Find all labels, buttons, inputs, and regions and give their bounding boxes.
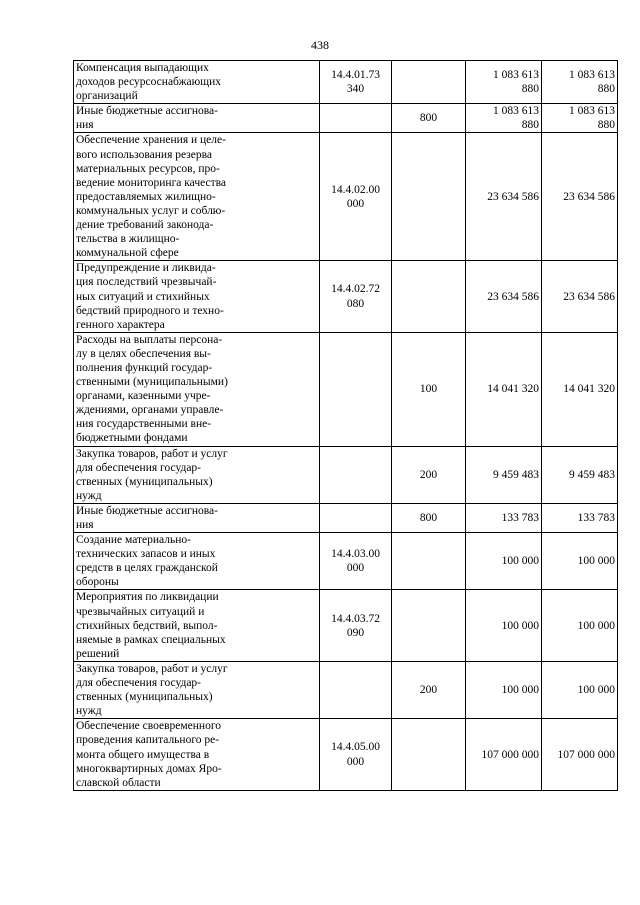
expense-type-cell [392,133,466,261]
target-article-code-cell [320,661,392,718]
amount-cell: 107 000 000 [542,719,618,790]
table-row [74,719,618,790]
table-row [74,590,618,661]
expense-type-cell: 200 [392,661,466,718]
amount-cell: 9 459 483 [466,446,542,503]
amount-cell: 23 634 586 [466,133,542,261]
amount-cell: 133 783 [542,503,618,532]
expense-type-cell: 200 [392,446,466,503]
amount-cell: 100 000 [466,533,542,590]
table-row [74,533,618,590]
expense-name-cell: Иные бюджетные ассигнова- ния [74,104,320,133]
expense-name-cell: Обеспечение своевременного проведения капитального ре- монта общего имущества в многоквартирных домах Яро- славской области [74,719,320,790]
amount-cell: 23 634 586 [542,133,618,261]
expense-name-cell: Иные бюджетные ассигнова- ния [74,503,320,532]
target-article-code-cell: 14.4.03.00 000 [320,533,392,590]
amount-cell: 14 041 320 [542,332,618,446]
amount-cell: 14 041 320 [466,332,542,446]
amount-cell: 23 634 586 [542,261,618,332]
target-article-code-cell [320,104,392,133]
target-article-code-cell [320,503,392,532]
expense-type-cell [392,61,466,104]
expense-type-cell [392,719,466,790]
expense-name-cell: Обеспечение хранения и целе- вого использования резерва материальных ресурсов, про- ведение мониторинга качества предоставляемых жилищно- коммунальных услуг и соблю- дение требований законода- тельства в жилищно- коммунальной сфере [74,133,320,261]
amount-cell: 100 000 [466,590,542,661]
expense-type-cell [392,590,466,661]
table-row [74,61,618,104]
table-row [74,446,618,503]
table-row [74,104,618,133]
target-article-code-cell: 14.4.02.00 000 [320,133,392,261]
expense-name-cell: Предупреждение и ликвида- ция последствий чрезвычай- ных ситуаций и стихийных бедствий природного и техно- генного характера [74,261,320,332]
expense-type-cell: 100 [392,332,466,446]
expense-name-cell: Создание материально- технических запасов и иных средств в целях гражданской обороны [74,533,320,590]
target-article-code-cell [320,446,392,503]
table-row [74,133,618,261]
table-row [74,261,618,332]
amount-cell: 1 083 613 880 [542,61,618,104]
target-article-code-cell: 14.4.02.72 080 [320,261,392,332]
amount-cell: 1 083 613 880 [466,61,542,104]
expense-type-cell [392,261,466,332]
amount-cell: 9 459 483 [542,446,618,503]
table-row [74,503,618,532]
expense-type-cell: 800 [392,503,466,532]
expense-name-cell: Мероприятия по ликвидации чрезвычайных ситуаций и стихийных бедствий, выпол- няемые в рамках специальных решений [74,590,320,661]
target-article-code-cell: 14.4.05.00 000 [320,719,392,790]
expense-type-cell: 800 [392,104,466,133]
amount-cell: 23 634 586 [466,261,542,332]
expense-name-cell: Закупка товаров, работ и услуг для обеспечения государ- ственных (муниципальных) нужд [74,661,320,718]
amount-cell: 100 000 [542,661,618,718]
page-number: 438 [311,38,329,52]
expense-name-cell: Компенсация выпадающих доходов ресурсоснабжающих организаций [74,61,320,104]
budget-table [73,60,618,791]
amount-cell: 100 000 [466,661,542,718]
amount-cell: 1 083 613 880 [466,104,542,133]
table-row [74,661,618,718]
target-article-code-cell: 14.4.01.73 340 [320,61,392,104]
amount-cell: 107 000 000 [466,719,542,790]
amount-cell: 1 083 613 880 [542,104,618,133]
expense-type-cell [392,533,466,590]
expense-name-cell: Расходы на выплаты персона- лу в целях обеспечения вы- полнения функций государ- ственными (муниципальными) органами, казенными учре- ждениями, органами управле- ния государственными вне- бюджетными фондами [74,332,320,446]
table-row [74,332,618,446]
target-article-code-cell [320,332,392,446]
expense-name-cell: Закупка товаров, работ и услуг для обеспечения государ- ственных (муниципальных) нужд [74,446,320,503]
target-article-code-cell: 14.4.03.72 090 [320,590,392,661]
amount-cell: 100 000 [542,590,618,661]
amount-cell: 100 000 [542,533,618,590]
amount-cell: 133 783 [466,503,542,532]
